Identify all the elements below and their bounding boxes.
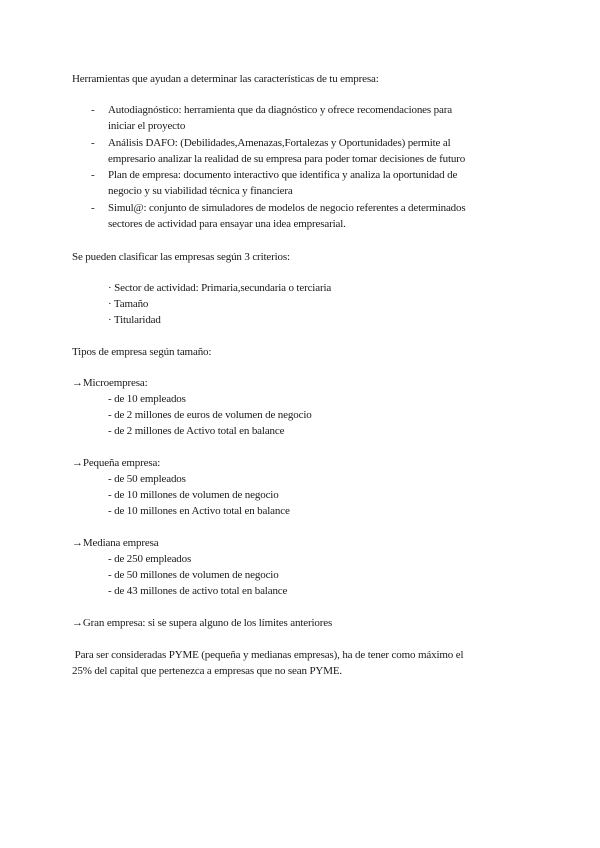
pyme-note-line: 25% del capital que pertenezca a empresas que no sean PYME.: [72, 665, 343, 677]
size-criterion: - de 2 millones de euros de volumen de negocio: [108, 409, 312, 421]
criteria-heading: Se pueden clasificar las empresas según 3 criterios:: [72, 251, 290, 263]
criteria-item: · Sector de actividad: Primaria,secundaria o terciaria: [108, 282, 332, 294]
size-criterion: - de 50 millones de volumen de negocio: [108, 569, 279, 581]
tool-text-line: iniciar el proyecto: [108, 120, 186, 132]
size-group-title: →Pequeña empresa:: [72, 457, 161, 469]
size-group-title: →Mediana empresa: [72, 537, 159, 549]
tool-text-line: Simul@: conjunto de simuladores de modelos de negocio referentes a determinados: [108, 202, 466, 214]
pyme-note-line: Para ser consideradas PYME (pequeña y medianas empresas), ha de tener como máximo el: [72, 649, 464, 661]
sizes-heading: Tipos de empresa según tamaño:: [72, 346, 212, 358]
tools-heading: Herramientas que ayudan a determinar las características de tu empresa:: [72, 73, 379, 85]
size-criterion: - de 10 millones de volumen de negocio: [108, 489, 279, 501]
size-criterion: - de 43 millones de activo total en balance: [108, 585, 288, 597]
criteria-item: · Titularidad: [108, 314, 161, 326]
size-criterion: - de 50 empleados: [108, 473, 186, 485]
size-criterion: - de 250 empleados: [108, 553, 192, 565]
tool-text-line: Plan de empresa: documento interactivo que identifica y analiza la oportunidad de: [108, 169, 458, 181]
list-marker: -: [91, 202, 95, 214]
tool-text-line: empresario analizar la realidad de su empresa para poder tomar decisiones de futuro: [108, 153, 466, 165]
tool-text-line: sectores de actividad para ensayar una idea empresarial.: [108, 218, 346, 230]
size-criterion: - de 10 millones en Activo total en balance: [108, 505, 290, 517]
tool-text-line: negocio y su viabilidad técnica y financiera: [108, 185, 293, 197]
tool-text-line: Análisis DAFO: (Debilidades,Amenazas,Fortalezas y Oportunidades) permite al: [108, 137, 451, 149]
list-marker: -: [91, 137, 95, 149]
list-marker: -: [91, 104, 95, 116]
tool-text-line: Autodiagnóstico: herramienta que da diagnóstico y ofrece recomendaciones para: [108, 104, 452, 116]
size-criterion: - de 10 empleados: [108, 393, 186, 405]
criteria-item: · Tamaño: [108, 298, 149, 310]
size-group-gran: →Gran empresa: si se supera alguno de los límites anteriores: [72, 617, 333, 629]
size-group-title: →Microempresa:: [72, 377, 148, 389]
size-criterion: - de 2 millones de Activo total en balance: [108, 425, 285, 437]
list-marker: -: [91, 169, 95, 181]
